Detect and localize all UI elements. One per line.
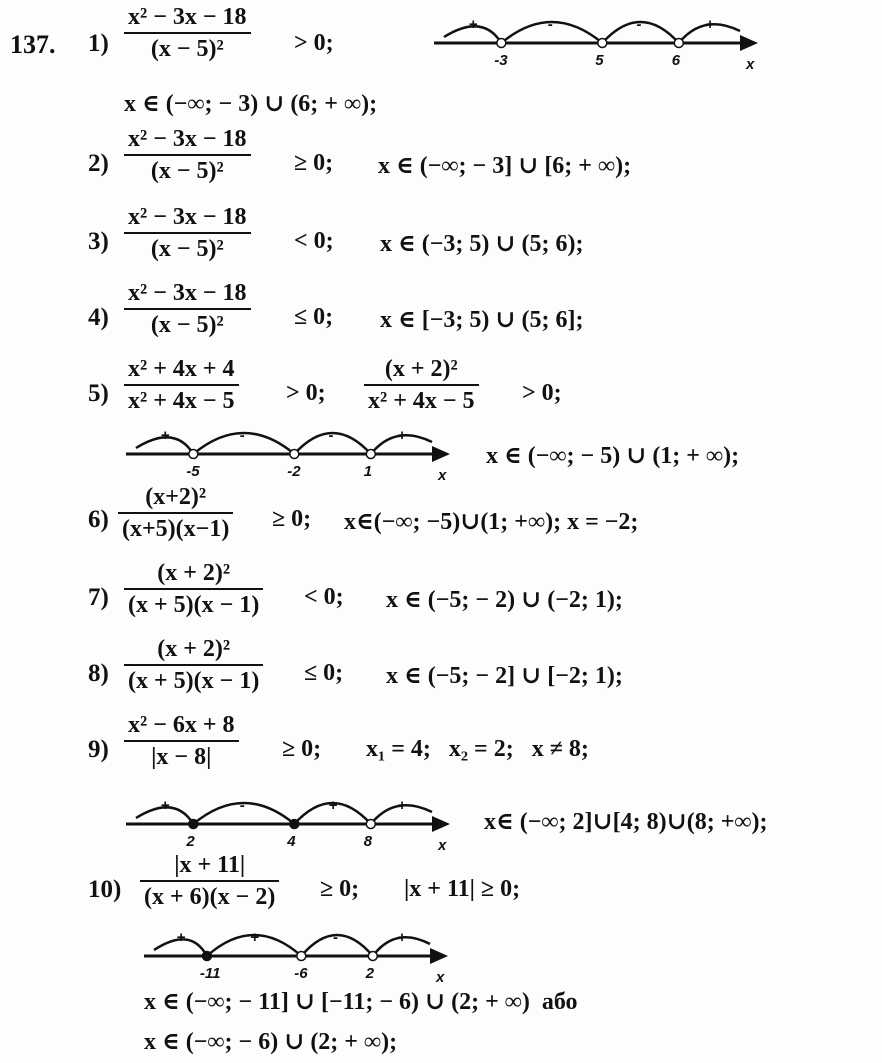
point-label: -11 <box>199 965 221 982</box>
fraction-7 <box>124 558 263 620</box>
relation-5b: > 0; <box>522 380 562 406</box>
open-point <box>290 450 299 459</box>
sign-label: + <box>176 929 186 946</box>
relation-10: ≥ 0; <box>320 876 360 902</box>
relation-9: ≥ 0; <box>282 736 322 762</box>
answer-4: x ∈ [−3; 5) ∪ (5; 6]; <box>380 307 584 333</box>
fraction-8 <box>124 634 263 696</box>
open-point <box>497 39 506 48</box>
answer-6: x∈(−∞; −5)∪(1; +∞); x = −2; <box>344 509 639 535</box>
numerator-2: x² − 3x − 18 <box>128 126 247 152</box>
open-point <box>368 952 377 961</box>
numerator-3: x² − 3x − 18 <box>128 204 247 230</box>
point-label: -5 <box>186 463 200 480</box>
sign-label: + <box>250 929 259 946</box>
roots-9: x₁ = 4; x₂ = 2; x ≠ 8; <box>366 736 589 762</box>
answer-8: x ∈ (−5; − 2] ∪ [−2; 1); <box>386 663 623 689</box>
fraction-5b <box>364 354 479 416</box>
denominator-2: (x − 5)² <box>124 154 251 186</box>
item-label-1: 1) <box>88 30 109 57</box>
note-10: |x + 11| ≥ 0; <box>404 876 521 902</box>
answer-1: x ∈ (−∞; − 3) ∪ (6; + ∞); <box>124 91 378 117</box>
open-point <box>366 820 375 829</box>
point-label: 8 <box>363 833 373 850</box>
relation-7: < 0; <box>304 584 344 610</box>
numerator-8: (x + 2)² <box>157 636 231 662</box>
axis-arrow <box>432 446 450 462</box>
denominator-5: x² + 4x − 5 <box>124 384 239 416</box>
sign-label: - <box>333 929 339 946</box>
item-label-10: 10) <box>88 876 122 903</box>
sign-label: + <box>397 929 407 946</box>
answer-9: x∈ (−∞; 2]∪[4; 8)∪(8; +∞); <box>484 809 768 835</box>
relation-1: > 0; <box>294 30 334 56</box>
point-label: -2 <box>287 463 301 480</box>
open-point <box>297 952 306 961</box>
sign-label: + <box>328 797 338 814</box>
denominator-5b: x² + 4x − 5 <box>364 384 479 416</box>
axis-label: x <box>746 56 755 73</box>
numerator-1: x² − 3x − 18 <box>128 4 247 30</box>
sign-label: - <box>636 16 642 33</box>
relation-2: ≥ 0; <box>294 150 334 176</box>
point-label: -3 <box>494 52 508 69</box>
sign-label: - <box>547 16 553 33</box>
filled-point <box>202 952 211 961</box>
denominator-4: (x − 5)² <box>124 308 251 340</box>
fraction-2 <box>124 124 251 186</box>
denominator-9: |x − 8| <box>124 740 239 772</box>
answer-10b: x ∈ (−∞; − 6) ∪ (2; + ∞); <box>144 1029 398 1055</box>
problem-number: 137. <box>10 30 56 59</box>
axis-arrow <box>740 35 758 51</box>
denominator-1: (x − 5)² <box>124 32 251 64</box>
filled-point <box>189 820 198 829</box>
fraction-3 <box>124 202 251 264</box>
numerator-9: x² − 6x + 8 <box>128 712 235 738</box>
numerator-4: x² − 3x − 18 <box>128 280 247 306</box>
denominator-6: (x+5)(x−1) <box>118 512 233 544</box>
relation-3: < 0; <box>294 228 334 254</box>
sign-label: - <box>328 427 334 444</box>
fraction-9 <box>124 710 239 772</box>
relation-5: > 0; <box>286 380 326 406</box>
item-label-9: 9) <box>88 736 109 763</box>
fraction-1 <box>124 2 251 64</box>
answer-2: x ∈ (−∞; − 3] ∪ [6; + ∞); <box>378 153 632 179</box>
answer-5: x ∈ (−∞; − 5) ∪ (1; + ∞); <box>486 443 740 469</box>
denominator-10: (x + 6)(x − 2) <box>140 880 279 912</box>
sign-label: + <box>397 427 407 444</box>
open-point <box>366 450 375 459</box>
point-label: 2 <box>365 965 375 982</box>
open-point <box>674 39 683 48</box>
denominator-8: (x + 5)(x − 1) <box>124 664 263 696</box>
numerator-5b: (x + 2)² <box>384 356 458 382</box>
sign-label: + <box>705 16 715 33</box>
item-label-3: 3) <box>88 228 109 255</box>
fraction-5 <box>124 354 239 416</box>
fraction-10 <box>140 850 279 912</box>
numerator-10: |x + 11| <box>174 852 246 878</box>
axis-label: x <box>436 969 445 986</box>
relation-8: ≤ 0; <box>304 660 344 686</box>
number-line-1 <box>430 5 760 75</box>
point-label: 1 <box>363 463 373 480</box>
denominator-7: (x + 5)(x − 1) <box>124 588 263 620</box>
sign-label: - <box>239 797 245 814</box>
number-line-9 <box>122 786 452 854</box>
item-label-2: 2) <box>88 150 109 177</box>
point-label: -6 <box>294 965 308 982</box>
fraction-4 <box>124 278 251 340</box>
sign-label: + <box>160 427 170 444</box>
axis-label: x <box>438 467 447 484</box>
sign-label: - <box>239 427 245 444</box>
sign-label: + <box>160 797 170 814</box>
item-label-6: 6) <box>88 506 109 533</box>
denominator-3: (x − 5)² <box>124 232 251 264</box>
answer-7: x ∈ (−5; − 2) ∪ (−2; 1); <box>386 587 623 613</box>
point-label: 2 <box>186 833 195 850</box>
numerator-7: (x + 2)² <box>157 560 231 586</box>
point-label: 4 <box>287 833 296 850</box>
axis-label: x <box>438 837 447 854</box>
relation-4: ≤ 0; <box>294 304 334 330</box>
item-label-5: 5) <box>88 380 109 407</box>
point-label: 5 <box>595 52 604 69</box>
axis-arrow <box>430 948 448 964</box>
sign-label: + <box>397 797 407 814</box>
item-label-7: 7) <box>88 584 109 611</box>
open-point <box>598 39 607 48</box>
fraction-6 <box>118 482 233 544</box>
filled-point <box>290 820 299 829</box>
numerator-5: x² + 4x + 4 <box>128 356 235 382</box>
numerator-6: (x+2)² <box>145 484 207 510</box>
answer-10: x ∈ (−∞; − 11] ∪ [−11; − 6) ∪ (2; + ∞) або <box>144 989 578 1015</box>
number-line-10 <box>140 918 450 986</box>
item-label-8: 8) <box>88 660 109 687</box>
open-point <box>189 450 198 459</box>
point-label: 6 <box>671 52 681 69</box>
sign-label: + <box>468 16 478 33</box>
item-label-4: 4) <box>88 304 109 331</box>
answer-3: x ∈ (−3; 5) ∪ (5; 6); <box>380 231 584 257</box>
number-line-5 <box>122 416 452 486</box>
axis-arrow <box>432 816 450 832</box>
relation-6: ≥ 0; <box>272 506 312 532</box>
